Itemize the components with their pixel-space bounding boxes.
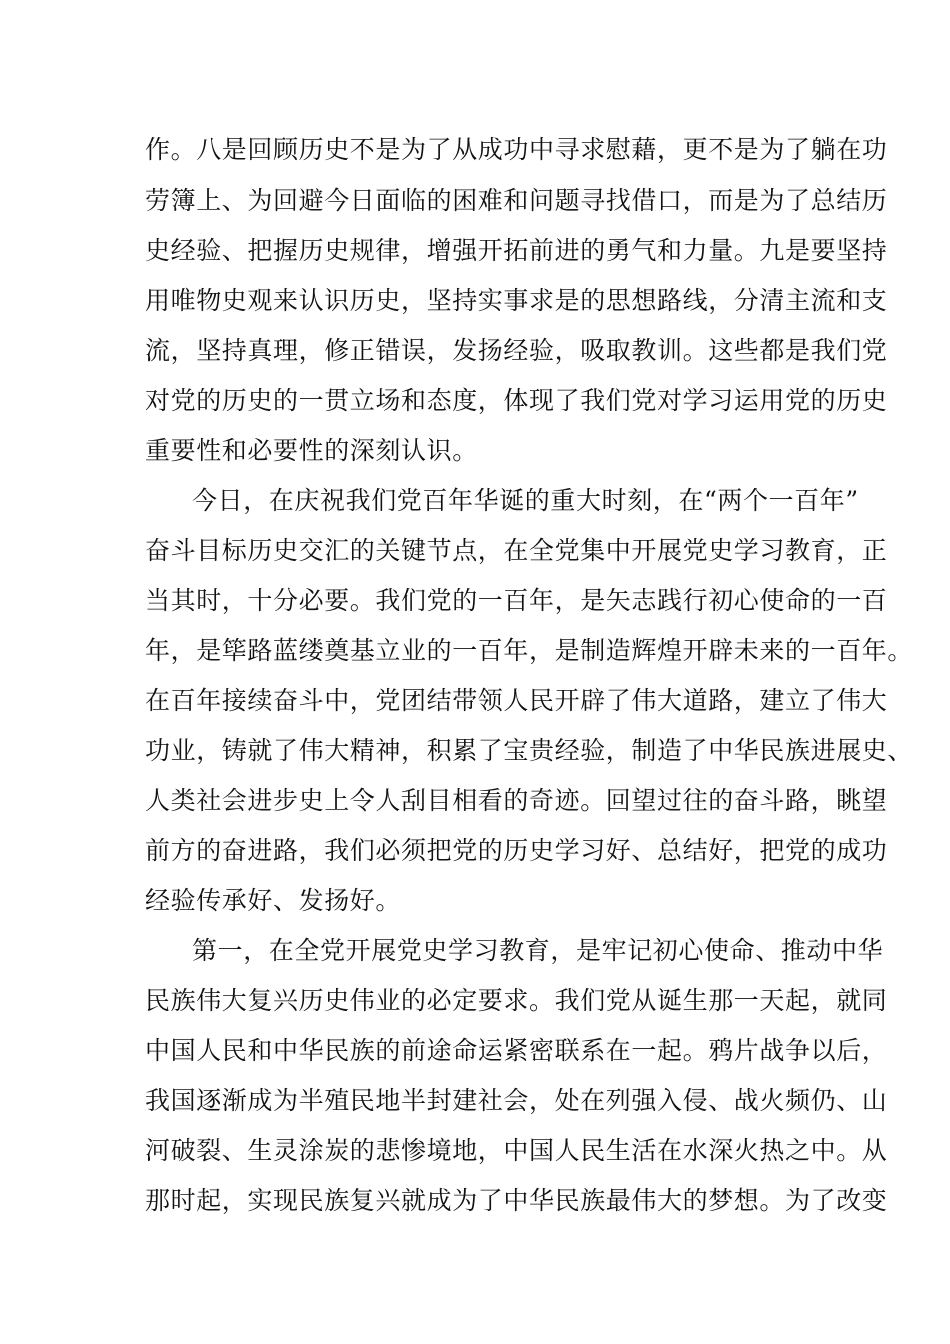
text-line: 作。八是回顾历史不是为了从成功中寻求慰藉，更不是为了躺在功 <box>145 135 888 164</box>
text-line: 功业，铸就了伟大精神，积累了宝贵经验，制造了中华民族进展史、 <box>145 736 914 765</box>
text-line: 河破裂、生灵涂炭的悲惨境地，中国人民生活在水深火热之中。从 <box>145 1136 888 1165</box>
text-line: 民族伟大复兴历史伟业的必定要求。我们党从诞生那一天起，就同 <box>145 986 888 1015</box>
text-line: 人类社会进步史上令人刮目相看的奇迹。回望过往的奋斗路，眺望 <box>145 786 888 815</box>
text-line: 我国逐渐成为半殖民地半封建社会，处在列强入侵、战火频仍、山 <box>145 1086 888 1115</box>
text-line: 经验传承好、发扬好。 <box>145 886 402 915</box>
text-line: 流，坚持真理，修正错误，发扬经验，吸取教训。这些都是我们党 <box>145 336 888 365</box>
text-line: 那时起，实现民族复兴就成为了中华民族最伟大的梦想。为了改变 <box>145 1186 888 1215</box>
text-line: 奋斗目标历史交汇的关键节点，在全党集中开展党史学习教育，正 <box>145 536 888 565</box>
text-line: 用唯物史观来认识历史，坚持实事求是的思想路线，分清主流和支 <box>145 286 888 315</box>
paragraph-first-line: 第一，在全党开展党史学习教育，是牢记初心使命、推动中华 <box>192 936 884 965</box>
text-line: 年，是筚路蓝缕奠基立业的一百年，是制造辉煌开辟未来的一百年。 <box>145 636 914 665</box>
text-line: 重要性和必要性的深刻认识。 <box>145 436 478 465</box>
text-line: 史经验、把握历史规律，增强开拓前进的勇气和力量。九是要坚持 <box>145 236 888 265</box>
paragraph-first-line: 今日，在庆祝我们党百年华诞的重大时刻，在“两个一百年” <box>192 486 859 515</box>
text-line: 中国人民和中华民族的前途命运紧密联系在一起。鸦片战争以后， <box>145 1036 888 1065</box>
text-line: 前方的奋进路，我们必须把党的历史学习好、总结好，把党的成功 <box>145 836 888 865</box>
text-line: 劳簿上、为回避今日面临的困难和问题寻找借口，而是为了总结历 <box>145 186 888 215</box>
text-line: 当其时，十分必要。我们党的一百年，是矢志践行初心使命的一百 <box>145 586 888 615</box>
text-line: 在百年接续奋斗中，党团结带领人民开辟了伟大道路，建立了伟大 <box>145 686 888 715</box>
text-line: 对党的历史的一贯立场和态度，体现了我们党对学习运用党的历史 <box>145 386 888 415</box>
